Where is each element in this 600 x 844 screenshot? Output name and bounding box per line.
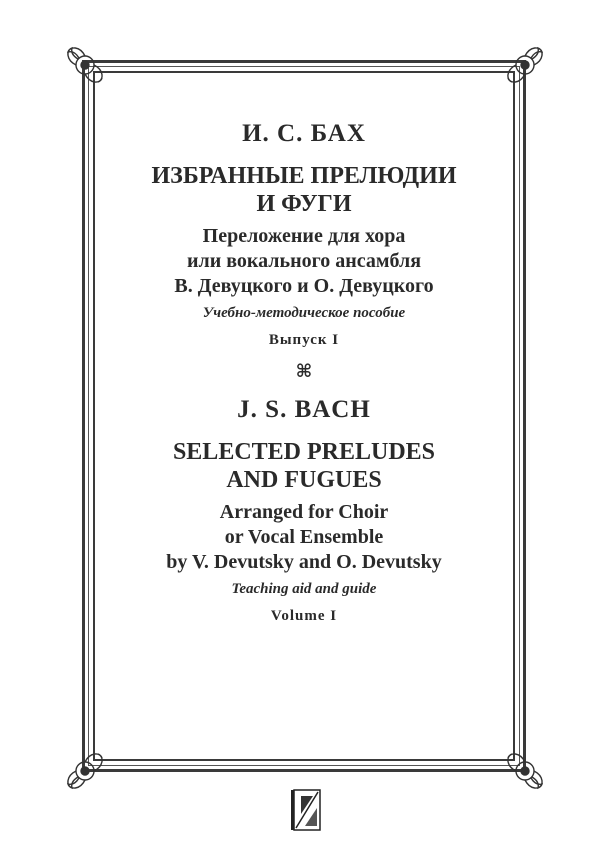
aid-ru: Учебно-методическое пособие — [202, 305, 406, 321]
ornamental-corner-icon — [502, 42, 548, 88]
title-en-line2: AND FUGUES — [226, 467, 382, 493]
volume-en: Volume I — [270, 608, 338, 624]
arranged-en-line1: Arranged for Choir — [219, 501, 389, 523]
arranged-ru-line3: В. Девуцкого и О. Девуцкого — [174, 275, 434, 297]
separator-icon: ⌘ — [295, 361, 313, 381]
author-en: J. S. BACH — [237, 396, 371, 423]
title-en-line1: SELECTED PRELUDES — [172, 439, 436, 465]
ornamental-corner-icon — [62, 42, 108, 88]
ornamental-corner-icon — [502, 748, 548, 794]
publisher-logo — [283, 788, 323, 832]
title-ru-line1: ИЗБРАННЫЕ ПРЕЛЮДИИ — [151, 163, 457, 189]
arranged-en-line2: or Vocal Ensemble — [224, 526, 384, 548]
arranged-ru-line1: Переложение для хора — [202, 225, 406, 247]
aid-en: Teaching aid and guide — [231, 581, 377, 597]
arranged-en-line3: by V. Devutsky and O. Devutsky — [166, 551, 442, 573]
arranged-ru-line2: или вокального ансамбля — [186, 250, 422, 272]
volume-ru: Выпуск I — [268, 332, 340, 348]
cover-text — [100, 120, 508, 625]
title-ru-line2: И ФУГИ — [256, 191, 352, 217]
author-ru: И. С. БАХ — [242, 120, 366, 147]
ornamental-corner-icon — [62, 748, 108, 794]
